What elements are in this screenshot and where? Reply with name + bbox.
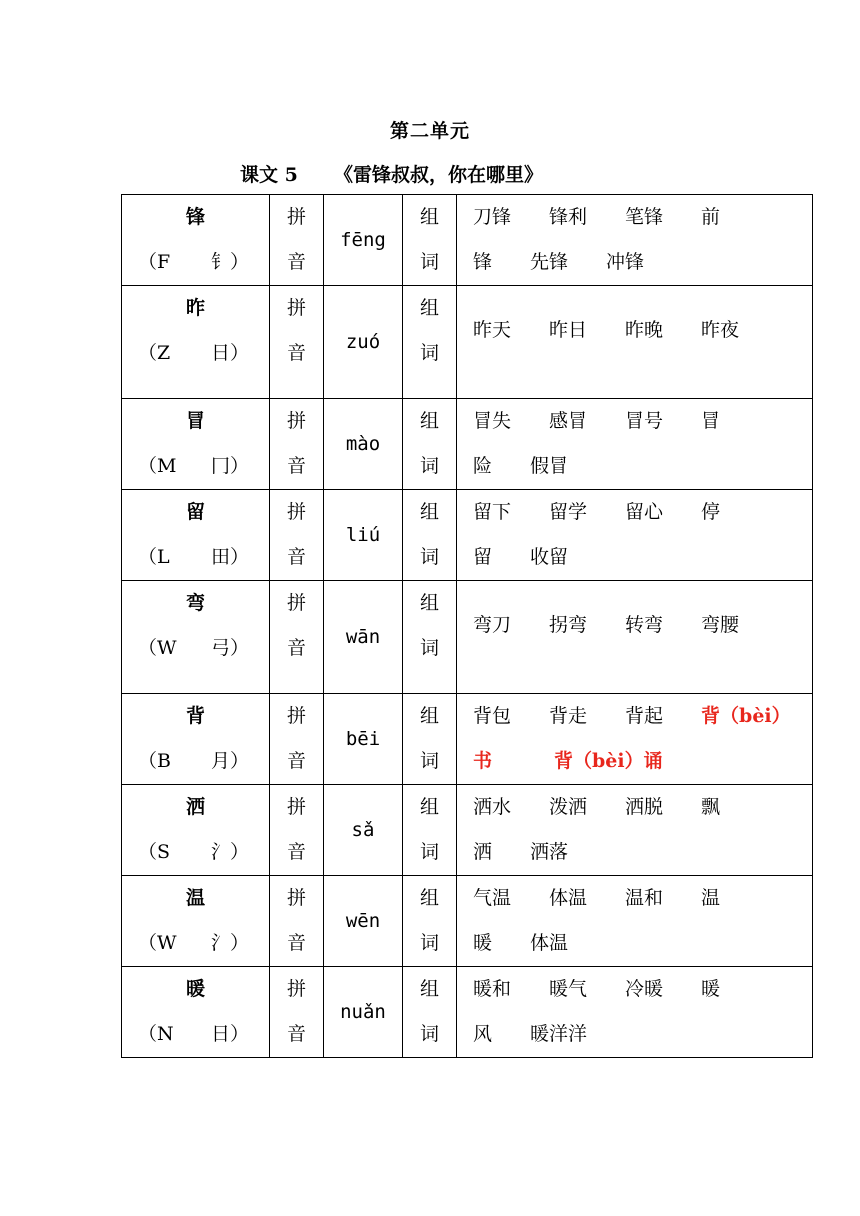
words-cell (457, 694, 813, 785)
word: 先锋 (530, 251, 569, 273)
word: 锋 (473, 251, 493, 273)
words-cell (457, 785, 813, 876)
words-label-cell (403, 967, 457, 1058)
character-cell (122, 490, 270, 581)
words-line-2 (457, 739, 812, 784)
word: 背走 (549, 705, 588, 727)
pinyin-label-top: 拼 (286, 501, 306, 523)
hint-open: （ (138, 932, 158, 954)
pinyin-cell: zuó (324, 286, 403, 399)
hint-open: （ (138, 637, 158, 659)
words-label-bottom: 词 (419, 546, 439, 568)
word: 温和 (625, 887, 664, 909)
words-label-top: 组 (419, 501, 439, 523)
initial-letter: W (157, 932, 177, 954)
word: 刀锋 (473, 206, 512, 228)
words-label-bottom: 词 (419, 750, 439, 772)
words-line-1 (457, 195, 812, 240)
pinyin-cell: nuǎn (324, 967, 403, 1058)
word: 体温 (549, 887, 588, 909)
hint-close: ） (229, 1023, 249, 1045)
words-cell (457, 399, 813, 490)
words-line-2 (457, 535, 812, 580)
word: 留心 (625, 501, 664, 523)
pinyin-label-top: 拼 (286, 796, 306, 818)
words-line-1 (457, 308, 812, 353)
word: 暖和 (473, 978, 512, 1000)
radical: 钅 (210, 251, 230, 273)
word: 锋利 (549, 206, 588, 228)
words-line-1 (457, 876, 812, 921)
initial-letter: L (157, 546, 170, 568)
word: 留 (473, 546, 493, 568)
words-line-1 (457, 694, 812, 739)
word: 冲锋 (606, 251, 645, 273)
character: 温 (185, 887, 205, 909)
word: 转弯 (625, 614, 664, 636)
words-cell (457, 581, 813, 694)
word: 冒号 (625, 410, 664, 432)
lesson-heading (0, 160, 860, 186)
word: 留学 (549, 501, 588, 523)
words-label-top: 组 (419, 206, 439, 228)
word: 弯刀 (473, 614, 512, 636)
character-cell (122, 195, 270, 286)
words-label-cell (403, 286, 457, 399)
phonetic-radical-hint (122, 1012, 269, 1057)
hint-close: ） (229, 546, 249, 568)
pinyin-label-top: 拼 (286, 297, 306, 319)
word: 假冒 (530, 455, 569, 477)
words-label-top: 组 (419, 887, 439, 909)
words-cell (457, 490, 813, 581)
pinyin-label-bottom: 音 (286, 932, 306, 954)
lesson-number: 课文 5 (240, 164, 298, 186)
hint-close: ） (229, 637, 249, 659)
phonetic-radical-hint (122, 331, 269, 376)
pinyin-label-bottom: 音 (286, 546, 306, 568)
word: 险 (473, 455, 493, 477)
word: 留下 (473, 501, 512, 523)
pinyin-label-bottom: 音 (286, 342, 306, 364)
pinyin-label-bottom: 音 (286, 251, 306, 273)
word: 洒落 (530, 841, 569, 863)
word: 暖 (701, 978, 721, 1000)
initial-letter: W (157, 637, 177, 659)
character-cell (122, 399, 270, 490)
word: 冒 (701, 410, 721, 432)
word: 昨夜 (701, 319, 740, 341)
word-highlight: 背（bèi）诵 (554, 750, 663, 772)
pinyin-label-bottom: 音 (286, 841, 306, 863)
words-label-cell (403, 581, 457, 694)
words-label-top: 组 (419, 705, 439, 727)
table-row (122, 876, 813, 967)
pinyin-label-cell (270, 286, 324, 399)
words-line-2 (457, 648, 812, 693)
radical: 氵 (210, 932, 230, 954)
words-line-1 (457, 603, 812, 648)
words-cell (457, 876, 813, 967)
words-line-1 (457, 785, 812, 830)
radical: 月 (210, 750, 230, 772)
character-cell (122, 876, 270, 967)
character: 锋 (185, 206, 205, 228)
radical: 田 (210, 546, 230, 568)
word: 笔锋 (625, 206, 664, 228)
character: 弯 (185, 592, 205, 614)
hint-open: （ (138, 1023, 158, 1045)
words-label-top: 组 (419, 297, 439, 319)
words-line-1 (457, 399, 812, 444)
pinyin-cell: bēi (324, 694, 403, 785)
pinyin-label-bottom: 音 (286, 637, 306, 659)
word: 昨晚 (625, 319, 664, 341)
character: 留 (185, 501, 205, 523)
hint-close: ） (229, 841, 249, 863)
character-cell (122, 785, 270, 876)
pinyin-label-cell (270, 581, 324, 694)
phonetic-radical-hint (122, 921, 269, 966)
pinyin-cell: wēn (324, 876, 403, 967)
words-label-cell (403, 694, 457, 785)
character-cell (122, 694, 270, 785)
hint-open: （ (138, 251, 158, 273)
pinyin-label-cell (270, 967, 324, 1058)
words-label-top: 组 (419, 978, 439, 1000)
table-row (122, 195, 813, 286)
words-cell (457, 195, 813, 286)
word: 洒脱 (625, 796, 664, 818)
word: 飘 (701, 796, 721, 818)
radical: 日 (210, 1023, 230, 1045)
words-cell (457, 967, 813, 1058)
pinyin-label-cell (270, 399, 324, 490)
pinyin-label-top: 拼 (286, 978, 306, 1000)
pinyin-cell: liú (324, 490, 403, 581)
character-cell (122, 286, 270, 399)
radical: 冂 (210, 455, 230, 477)
pinyin-cell: wān (324, 581, 403, 694)
word: 气温 (473, 887, 512, 909)
words-label-bottom: 词 (419, 932, 439, 954)
initial-letter: M (157, 455, 177, 477)
words-label-bottom: 词 (419, 637, 439, 659)
words-label-top: 组 (419, 796, 439, 818)
phonetic-radical-hint (122, 626, 269, 671)
initial-letter: Z (157, 342, 171, 364)
phonetic-radical-hint (122, 535, 269, 580)
words-line-2 (457, 353, 812, 398)
pinyin-cell: sǎ (324, 785, 403, 876)
words-line-1 (457, 490, 812, 535)
words-label-bottom: 词 (419, 1023, 439, 1045)
character: 冒 (185, 410, 205, 432)
pinyin-label-cell (270, 195, 324, 286)
word: 停 (701, 501, 721, 523)
word: 洒水 (473, 796, 512, 818)
pinyin-label-cell (270, 785, 324, 876)
word: 感冒 (549, 410, 588, 432)
words-label-cell (403, 195, 457, 286)
phonetic-radical-hint (122, 240, 269, 285)
hint-open: （ (138, 342, 158, 364)
pinyin-label-top: 拼 (286, 887, 306, 909)
pinyin-label-cell (270, 694, 324, 785)
pinyin-label-top: 拼 (286, 410, 306, 432)
character-cell (122, 581, 270, 694)
words-label-cell (403, 785, 457, 876)
words-line-2 (457, 921, 812, 966)
pinyin-cell: mào (324, 399, 403, 490)
hint-close: ） (229, 750, 249, 772)
word: 昨日 (549, 319, 588, 341)
table-row (122, 581, 813, 694)
word: 背起 (625, 705, 664, 727)
initial-letter: B (157, 750, 171, 772)
initial-letter: S (157, 841, 171, 863)
hint-open: （ (138, 546, 158, 568)
phonetic-radical-hint (122, 830, 269, 875)
pinyin-label-cell (270, 876, 324, 967)
word: 拐弯 (549, 614, 588, 636)
radical: 弓 (210, 637, 230, 659)
table-row (122, 785, 813, 876)
word: 洒 (473, 841, 493, 863)
table-row (122, 399, 813, 490)
table-row (122, 967, 813, 1058)
character: 昨 (185, 297, 205, 319)
character-table (121, 194, 813, 1058)
pinyin-label-top: 拼 (286, 705, 306, 727)
pinyin-label-top: 拼 (286, 592, 306, 614)
words-label-cell (403, 399, 457, 490)
unit-title: 第二单元 (389, 120, 470, 142)
hint-close: ） (229, 342, 249, 364)
word: 冒失 (473, 410, 512, 432)
word: 弯腰 (701, 614, 740, 636)
pinyin-label-cell (270, 490, 324, 581)
pinyin-label-top: 拼 (286, 206, 306, 228)
words-label-bottom: 词 (419, 251, 439, 273)
words-line-2 (457, 444, 812, 489)
words-line-1 (457, 967, 812, 1012)
pinyin-label-bottom: 音 (286, 1023, 306, 1045)
word: 温 (701, 887, 721, 909)
character-cell (122, 967, 270, 1058)
radical: 日 (210, 342, 230, 364)
hint-close: ） (229, 251, 249, 273)
phonetic-radical-hint (122, 444, 269, 489)
table-row (122, 490, 813, 581)
hint-open: （ (138, 750, 158, 772)
word: 收留 (530, 546, 569, 568)
word: 前 (701, 206, 721, 228)
words-label-bottom: 词 (419, 841, 439, 863)
word: 暖洋洋 (530, 1023, 588, 1045)
word: 风 (473, 1023, 493, 1045)
word-highlight: 背（bèi） (701, 705, 791, 727)
word-highlight: 书 (473, 750, 493, 772)
words-label-bottom: 词 (419, 342, 439, 364)
character: 背 (185, 705, 205, 727)
words-label-cell (403, 876, 457, 967)
word: 泼洒 (549, 796, 588, 818)
table-row (122, 286, 813, 399)
words-label-top: 组 (419, 592, 439, 614)
character: 暖 (185, 978, 205, 1000)
word: 体温 (530, 932, 569, 954)
words-label-cell (403, 490, 457, 581)
hint-open: （ (138, 841, 158, 863)
hint-close: ） (229, 455, 249, 477)
lesson-name: 《雷锋叔叔，你在哪里》 (334, 164, 544, 186)
pinyin-cell: fēng (324, 195, 403, 286)
pinyin-label-bottom: 音 (286, 455, 306, 477)
hint-close: ） (229, 932, 249, 954)
word: 背包 (473, 705, 512, 727)
words-label-bottom: 词 (419, 455, 439, 477)
initial-letter: F (157, 251, 171, 273)
words-label-top: 组 (419, 410, 439, 432)
initial-letter: N (157, 1023, 174, 1045)
word: 暖气 (549, 978, 588, 1000)
word: 昨天 (473, 319, 512, 341)
table-row (122, 694, 813, 785)
word: 冷暖 (625, 978, 664, 1000)
radical: 氵 (210, 841, 230, 863)
phonetic-radical-hint (122, 739, 269, 784)
word: 暖 (473, 932, 493, 954)
words-line-2 (457, 240, 812, 285)
pinyin-label-bottom: 音 (286, 750, 306, 772)
words-line-2 (457, 1012, 812, 1057)
hint-open: （ (138, 455, 158, 477)
words-line-2 (457, 830, 812, 875)
character: 洒 (185, 796, 205, 818)
words-cell (457, 286, 813, 399)
